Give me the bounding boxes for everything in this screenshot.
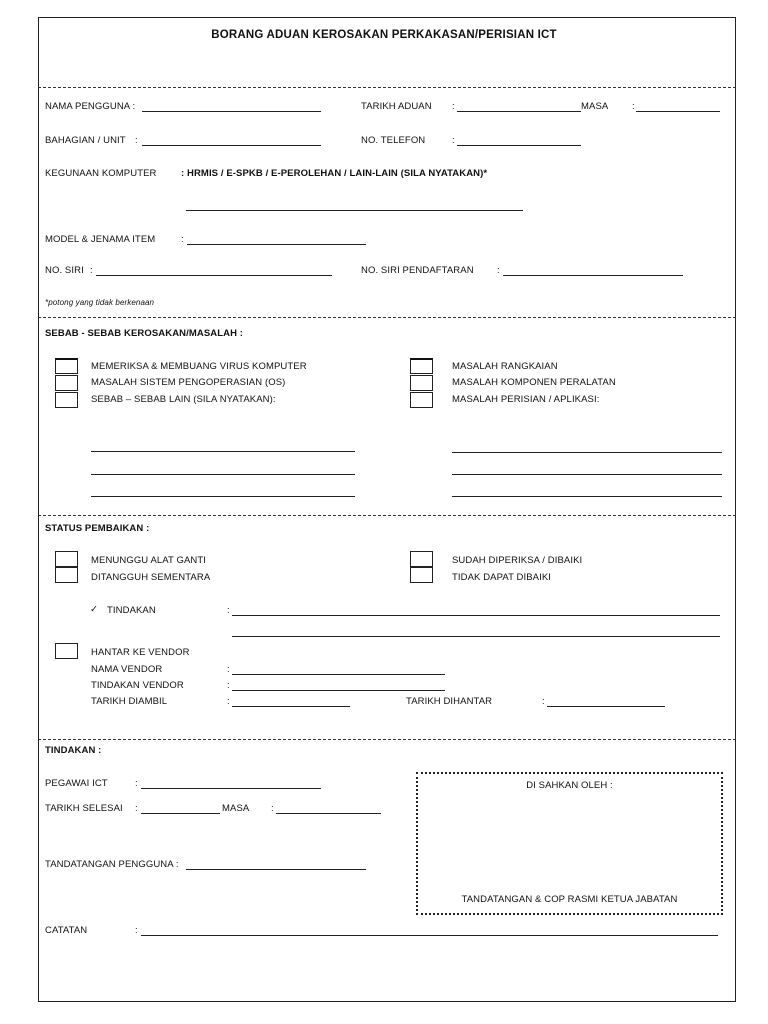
option-virus: MEMERIKSA & MEMBUANG VIRUS KOMPUTER <box>91 361 307 372</box>
checkbox-diperiksa[interactable] <box>410 551 433 567</box>
checkbox-os[interactable] <box>55 375 78 391</box>
perisian-line[interactable] <box>452 452 722 453</box>
tindakan-vendor-field[interactable] <box>232 690 445 691</box>
colon: : <box>632 101 635 112</box>
section-divider <box>38 515 736 516</box>
catatan-label: CATATAN <box>45 925 88 936</box>
checkmark-icon: ✓ <box>90 604 99 615</box>
tandatangan-field[interactable] <box>186 869 366 870</box>
option-lain: SEBAB – SEBAB LAIN (SILA NYATAKAN): <box>91 394 276 405</box>
tarikh-aduan-field[interactable] <box>457 111 581 112</box>
tarikh-selesai-field[interactable] <box>141 813 220 814</box>
colon: : <box>135 925 138 936</box>
cop-label: TANDATANGAN & COP RASMI KETUA JABATAN <box>461 894 678 905</box>
pegawai-field[interactable] <box>141 788 321 789</box>
model-field[interactable] <box>187 244 366 245</box>
colon: : <box>452 135 455 146</box>
tindakan-status-field[interactable] <box>232 615 720 616</box>
status-heading: STATUS PEMBAIKAN : <box>45 523 150 534</box>
tarikh-selesai-label: TARIKH SELESAI <box>45 803 123 814</box>
nama-vendor-label: NAMA VENDOR <box>91 664 163 675</box>
masa-selesai-label: MASA <box>222 803 250 814</box>
colon: : <box>135 135 138 146</box>
colon: : <box>90 265 93 276</box>
bahagian-field[interactable] <box>142 145 321 146</box>
colon: : <box>135 778 138 789</box>
checkbox-vendor[interactable] <box>55 643 78 659</box>
option-diperiksa: SUDAH DIPERIKSA / DIBAIKI <box>452 555 583 566</box>
colon: : <box>452 101 455 112</box>
checkbox-perisian[interactable] <box>410 392 433 408</box>
section-divider <box>38 317 736 318</box>
option-tidak-dapat: TIDAK DAPAT DIBAIKI <box>452 572 552 583</box>
tarikh-diambil-label: TARIKH DIAMBIL <box>91 696 168 707</box>
nama-pengguna-field[interactable] <box>142 111 321 112</box>
option-alat-ganti: MENUNGGU ALAT GANTI <box>91 555 207 566</box>
footnote: *potong yang tidak berkenaan <box>45 298 155 307</box>
tandatangan-label: TANDATANGAN PENGGUNA : <box>45 859 179 870</box>
vendor-label: HANTAR KE VENDOR <box>91 647 190 658</box>
perisian-line[interactable] <box>452 496 722 497</box>
masa-field[interactable] <box>636 111 720 112</box>
checkbox-lain[interactable] <box>55 392 78 408</box>
sebab-lain-line[interactable] <box>91 451 355 452</box>
disahkan-label: DI SAHKAN OLEH : <box>526 780 613 791</box>
catatan-field[interactable] <box>141 935 718 936</box>
tindakan-status-label: TINDAKAN <box>107 605 156 616</box>
model-label: MODEL & JENAMA ITEM <box>45 234 156 245</box>
form-title: BORANG ADUAN KEROSAKAN PERKAKASAN/PERISIAN ICT <box>211 29 557 41</box>
kegunaan-options: : HRMIS / E-SPKB / E-PEROLEHAN / LAIN-LAIN (SILA NYATAKAN)* <box>181 168 488 179</box>
colon: : <box>271 803 274 814</box>
no-siri-daftar-field[interactable] <box>503 275 683 276</box>
option-rangkaian: MASALAH RANGKAIAN <box>452 361 558 372</box>
checkbox-alat-ganti[interactable] <box>55 551 78 567</box>
nama-pengguna-label: NAMA PENGGUNA : <box>45 101 136 112</box>
option-os: MASALAH SISTEM PENGOPERASIAN (OS) <box>91 377 286 388</box>
tarikh-dihantar-label: TARIKH DIHANTAR <box>406 696 493 707</box>
option-komponen: MASALAH KOMPONEN PERALATAN <box>452 377 616 388</box>
colon: : <box>227 680 230 691</box>
tarikh-aduan-label: TARIKH ADUAN <box>361 101 432 112</box>
colon: : <box>497 265 500 276</box>
checkbox-virus[interactable] <box>55 358 78 374</box>
nama-vendor-field[interactable] <box>232 674 445 675</box>
tindakan-vendor-label: TINDAKAN VENDOR <box>91 680 184 691</box>
no-siri-field[interactable] <box>96 275 332 276</box>
colon: : <box>542 696 545 707</box>
section-divider <box>38 739 736 740</box>
colon: : <box>181 234 184 245</box>
tarikh-dihantar-field[interactable] <box>547 706 665 707</box>
kegunaan-field[interactable] <box>186 210 523 211</box>
colon: : <box>227 605 230 616</box>
sebab-lain-line[interactable] <box>91 474 355 475</box>
perisian-line[interactable] <box>452 474 722 475</box>
section-divider <box>38 87 736 88</box>
tindakan-status-field[interactable] <box>232 636 720 637</box>
checkbox-rangkaian[interactable] <box>410 358 433 374</box>
checkbox-tidak-dapat[interactable] <box>410 567 433 583</box>
kegunaan-label: KEGUNAAN KOMPUTER <box>45 168 157 179</box>
sebab-lain-line[interactable] <box>91 496 355 497</box>
checkbox-ditangguh[interactable] <box>55 567 78 583</box>
tarikh-diambil-field[interactable] <box>232 706 350 707</box>
checkbox-komponen[interactable] <box>410 375 433 391</box>
option-perisian: MASALAH PERISIAN / APLIKASI: <box>452 394 600 405</box>
pegawai-label: PEGAWAI ICT <box>45 778 108 789</box>
sebab-heading: SEBAB - SEBAB KEROSAKAN/MASALAH : <box>45 328 244 339</box>
colon: : <box>227 664 230 675</box>
telefon-field[interactable] <box>457 145 581 146</box>
masa-selesai-field[interactable] <box>276 813 381 814</box>
masa-label: MASA <box>581 101 609 112</box>
bahagian-label: BAHAGIAN / UNIT <box>45 135 126 146</box>
tindakan-heading: TINDAKAN : <box>45 745 102 756</box>
option-ditangguh: DITANGGUH SEMENTARA <box>91 572 211 583</box>
telefon-label: NO. TELEFON <box>361 135 426 146</box>
no-siri-daftar-label: NO. SIRI PENDAFTARAN <box>361 265 474 276</box>
colon: : <box>135 803 138 814</box>
no-siri-label: NO. SIRI <box>45 265 84 276</box>
colon: : <box>227 696 230 707</box>
